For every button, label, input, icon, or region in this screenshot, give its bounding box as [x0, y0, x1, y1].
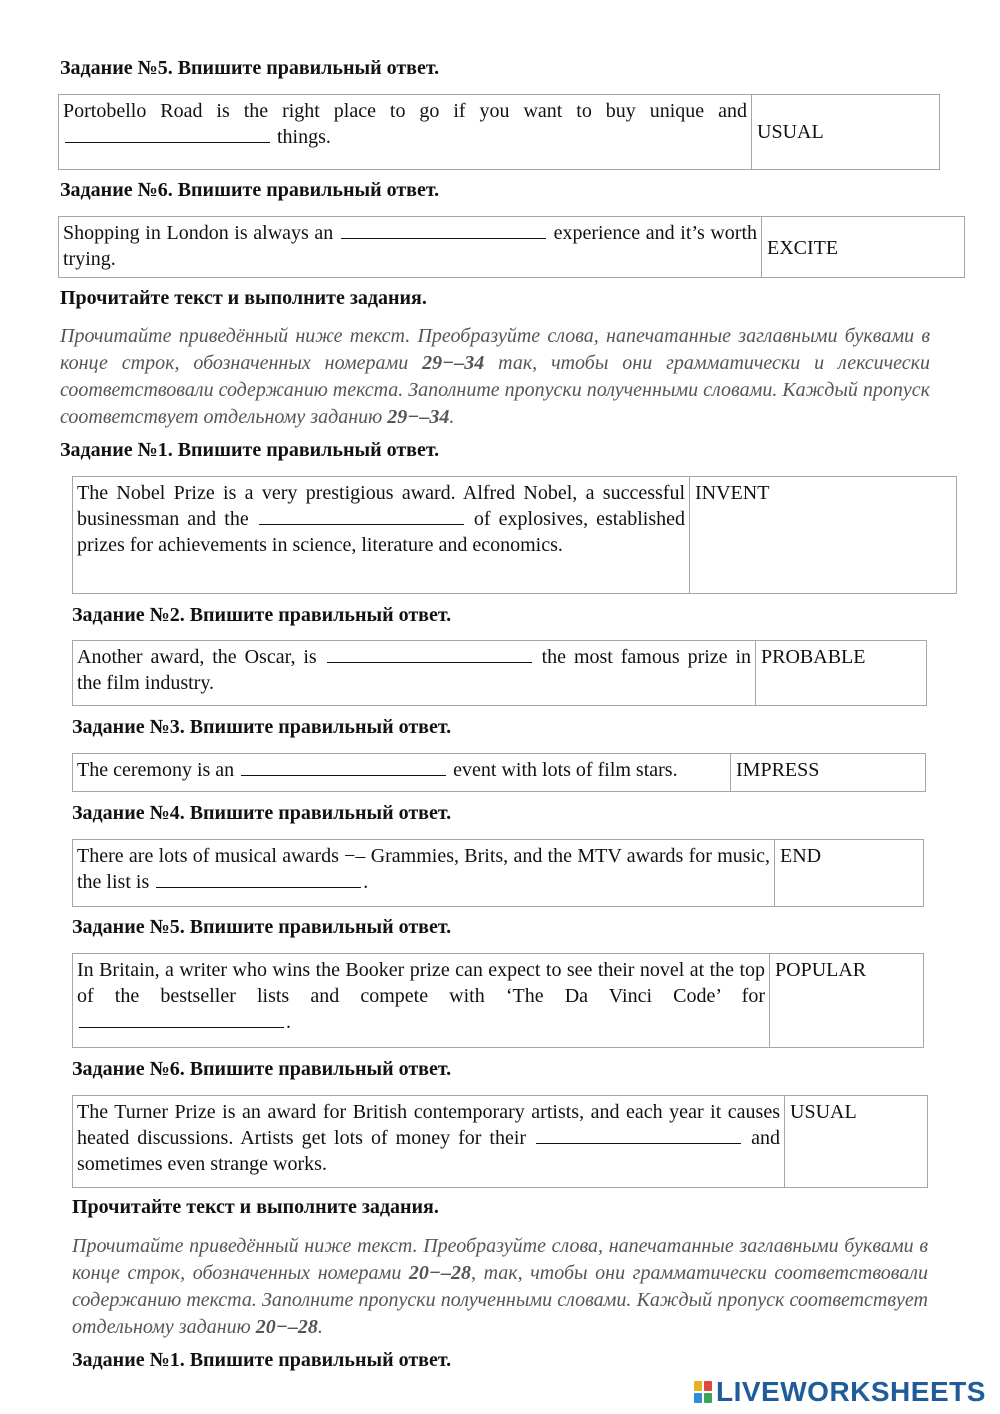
task-range: 20−–28 [408, 1262, 472, 1284]
key-word: USUAL [790, 1101, 857, 1123]
task-range: 20−–28 [255, 1316, 318, 1338]
liveworksheets-logo[interactable] [692, 1376, 986, 1408]
answer-blank[interactable] [327, 644, 532, 663]
task-heading: Задание №6. Впишите правильный ответ. [60, 179, 440, 201]
task-heading: Задание №4. Впишите правильный ответ. [72, 802, 452, 824]
answer-blank[interactable] [156, 869, 361, 888]
task-text: In Britain, a writer who wins the Booker prize can expect to see their novel at the top of the bestseller lists and compete with ‘The Da Vinci Code’ for . [73, 954, 770, 1047]
task-heading: Задание №5. Впишите правильный ответ. [60, 57, 440, 79]
task-heading: Задание №6. Впишите правильный ответ. [72, 1058, 452, 1080]
task-heading: Задание №5. Впишите правильный ответ. [72, 916, 452, 938]
instruction-text: Прочитайте приведённый ниже текст. Преобразуйте слова, напечатанные заглавными буквами в конце строк, обозначенных номерами 29−–34 так, чтобы они грамматически и лексически соответствовали содержанию текста. Заполните пропуски полученными словами. Каждый пропуск соответствует отдельному заданию 29−–34. [60, 325, 931, 428]
answer-blank[interactable] [65, 124, 270, 143]
task-range: 29−–34 [387, 406, 450, 428]
answer-blank[interactable] [536, 1125, 741, 1144]
task-text: There are lots of musical awards −– Grammies, Brits, and the MTV awards for music, the list is . [73, 840, 775, 906]
logo-icon [692, 1379, 716, 1405]
task-box [72, 753, 926, 792]
task-text: Another award, the Oscar, is the most famous prize in the film industry. [73, 641, 756, 705]
answer-blank[interactable] [241, 757, 446, 776]
key-word: INVENT [695, 482, 770, 504]
task-text: Shopping in London is always an experience and it’s worth trying. [59, 217, 762, 277]
task-text: The ceremony is an event with lots of film stars. [73, 754, 731, 791]
key-word: IMPRESS [736, 759, 820, 781]
answer-blank[interactable] [341, 220, 546, 239]
answer-blank[interactable] [79, 1009, 284, 1028]
task-heading: Задание №3. Впишите правильный ответ. [72, 716, 452, 738]
section-heading: Прочитайте текст и выполните задания. [72, 1196, 439, 1218]
task-box [72, 640, 927, 706]
instruction-text: Прочитайте приведённый ниже текст. Преобразуйте слова, напечатанные заглавными буквами в конце строк, обозначенных номерами 20−–28, так, чтобы они грамматически соответствовали содержанию текста. Заполните пропуски полученными словами. Каждый пропуск соответствует отдельному заданию 20−–28. [72, 1235, 928, 1338]
task-box [72, 839, 924, 907]
task-box [58, 216, 965, 278]
task-heading: Задание №1. Впишите правильный ответ. [60, 439, 440, 461]
task-range: 29−–34 [422, 352, 485, 374]
task-text: The Turner Prize is an award for British contemporary artists, and each year it causes heated discussions. Artists get lots of money for their and sometimes even strange works. [73, 1096, 785, 1187]
task-text: The Nobel Prize is a very prestigious award. Alfred Nobel, a successful businessman and the of explosives, established prizes for achievements in science, literature and economics. [73, 477, 690, 593]
answer-blank[interactable] [259, 506, 464, 525]
key-word: END [780, 845, 822, 867]
task-text: Portobello Road is the right place to go if you want to buy unique and things. [59, 95, 752, 169]
task-box [72, 1095, 928, 1188]
task-heading: Задание №2. Впишите правильный ответ. [72, 604, 452, 626]
key-word: EXCITE [767, 237, 839, 259]
logo-text: LIVEWORKSHEETS [716, 1376, 986, 1407]
section-heading: Прочитайте текст и выполните задания. [60, 287, 427, 309]
task-box [72, 476, 957, 594]
task-box [72, 953, 924, 1048]
task-box [58, 94, 940, 170]
key-word: USUAL [757, 121, 824, 143]
key-word: POPULAR [775, 959, 867, 981]
task-heading: Задание №1. Впишите правильный ответ. [72, 1349, 452, 1371]
key-word: PROBABLE [761, 646, 866, 668]
